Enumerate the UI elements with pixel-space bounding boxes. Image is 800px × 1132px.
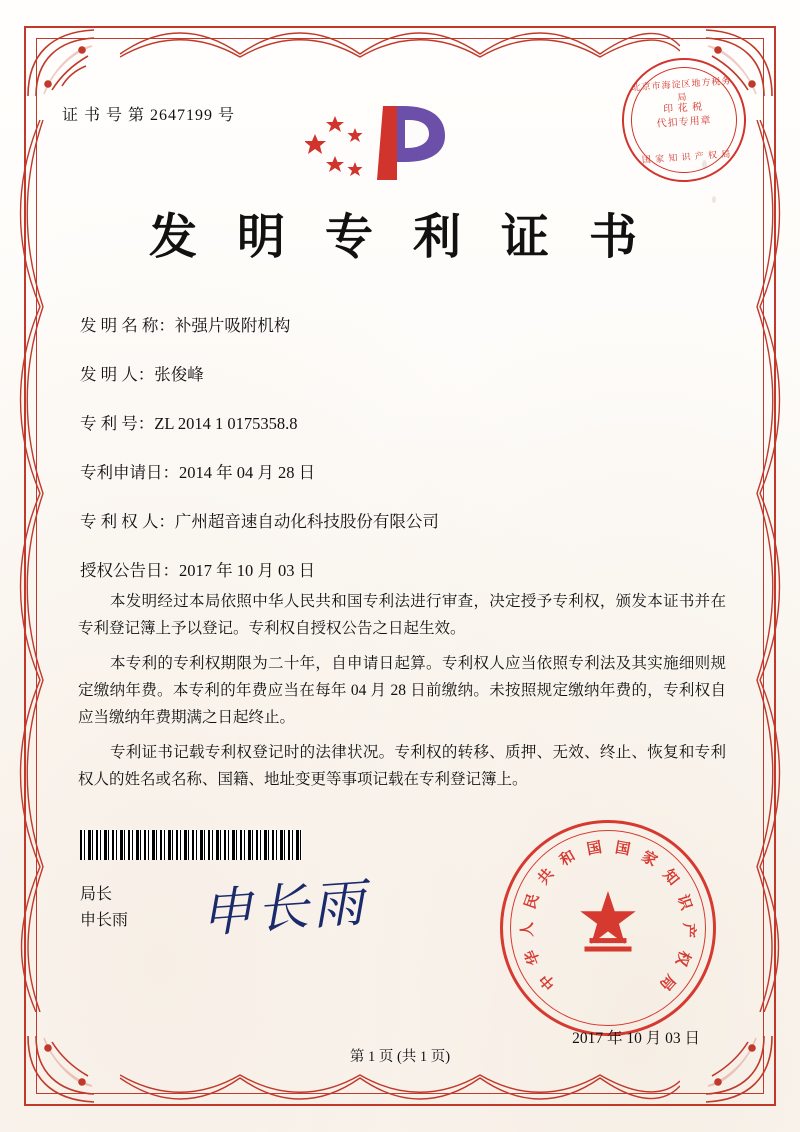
tax-stamp (618, 54, 750, 186)
sipo-logo-icon (305, 100, 495, 186)
field-value: 广州超音速自动化科技股份有限公司 (174, 512, 439, 531)
page-title: 发 明 专 利 证 书 (148, 211, 651, 264)
field-label: 发 明 名 称： (80, 316, 175, 335)
field-application-date (80, 459, 720, 483)
tax-stamp-arc-top: 北京市海淀区地方税务局 (631, 75, 732, 103)
field-list (80, 312, 720, 606)
top-border-ornament-icon (120, 24, 680, 58)
field-value: ZL 2014 1 0175358.8 (154, 414, 298, 433)
signature-block (80, 875, 371, 944)
certificate-content (60, 60, 740, 1072)
tax-stamp-line2: 代扣专用章 (656, 115, 712, 130)
bottom-border-ornament-icon (120, 1074, 680, 1108)
paragraph: 本发明经过本局依照中华人民共和国专利法进行审查，决定授予专利权，颁发本证书并在专利登记簿上予以登记。专利权自授权公告之日起生效。 (78, 593, 726, 637)
tax-stamp-arc-bottom: 国 家 知 识 产 权 局 (641, 148, 732, 166)
right-border-ornament-icon (756, 120, 790, 1012)
left-border-ornament-icon (10, 120, 44, 1012)
field-grant-date (80, 557, 720, 581)
national-emblem-icon (566, 886, 650, 970)
field-patentee (80, 508, 720, 532)
page-footer: 第 1 页 (共 1 页) (349, 1049, 451, 1065)
body-text (78, 588, 726, 801)
field-invention-name (80, 312, 720, 336)
barcode (80, 830, 302, 860)
field-value: 2014 年 04 月 28 日 (179, 463, 316, 482)
paragraph: 专利证书记载专利权登记时的法律状况。专利权的转移、质押、无效、终止、恢复和专利权人的姓名或名称、国籍、地址变更等事项记载在专利登记簿上。 (78, 744, 726, 788)
field-inventor (80, 361, 720, 385)
director-name: 申长雨 (80, 912, 129, 929)
field-label: 发 明 人： (80, 365, 155, 384)
seal-date: 2017 年 10 月 03 日 (572, 1030, 700, 1047)
paragraph: 本专利的专利权期限为二十年，自申请日起算。专利权人应当依照专利法及其实施细则规定缴纳年费。本专利的年费应当在每年 04 月 28 日前缴纳。未按照规定缴纳年费的，专利权自应当缴纳年费期满之日起终止。 (78, 655, 726, 726)
tax-stamp-line1: 印 花 税 (662, 101, 704, 116)
handwritten-signature: 申长雨 (198, 875, 371, 944)
field-label: 授权公告日： (80, 561, 179, 580)
field-label: 专利申请日： (80, 463, 179, 482)
field-value: 2017 年 10 月 03 日 (179, 561, 316, 580)
field-label: 专 利 权 人： (80, 512, 175, 531)
official-seal: 中 华 人 民 共 和 国 国 家 知 识 产 权 局 (500, 820, 716, 1036)
field-value: 张俊峰 (154, 365, 204, 384)
field-label: 专 利 号： (80, 414, 155, 433)
field-patent-number (80, 410, 720, 434)
field-value: 补强片吸附机构 (174, 316, 291, 335)
certificate-number: 证 书 号 第 2647199 号 (62, 107, 236, 124)
director-label: 局长 (80, 886, 113, 903)
